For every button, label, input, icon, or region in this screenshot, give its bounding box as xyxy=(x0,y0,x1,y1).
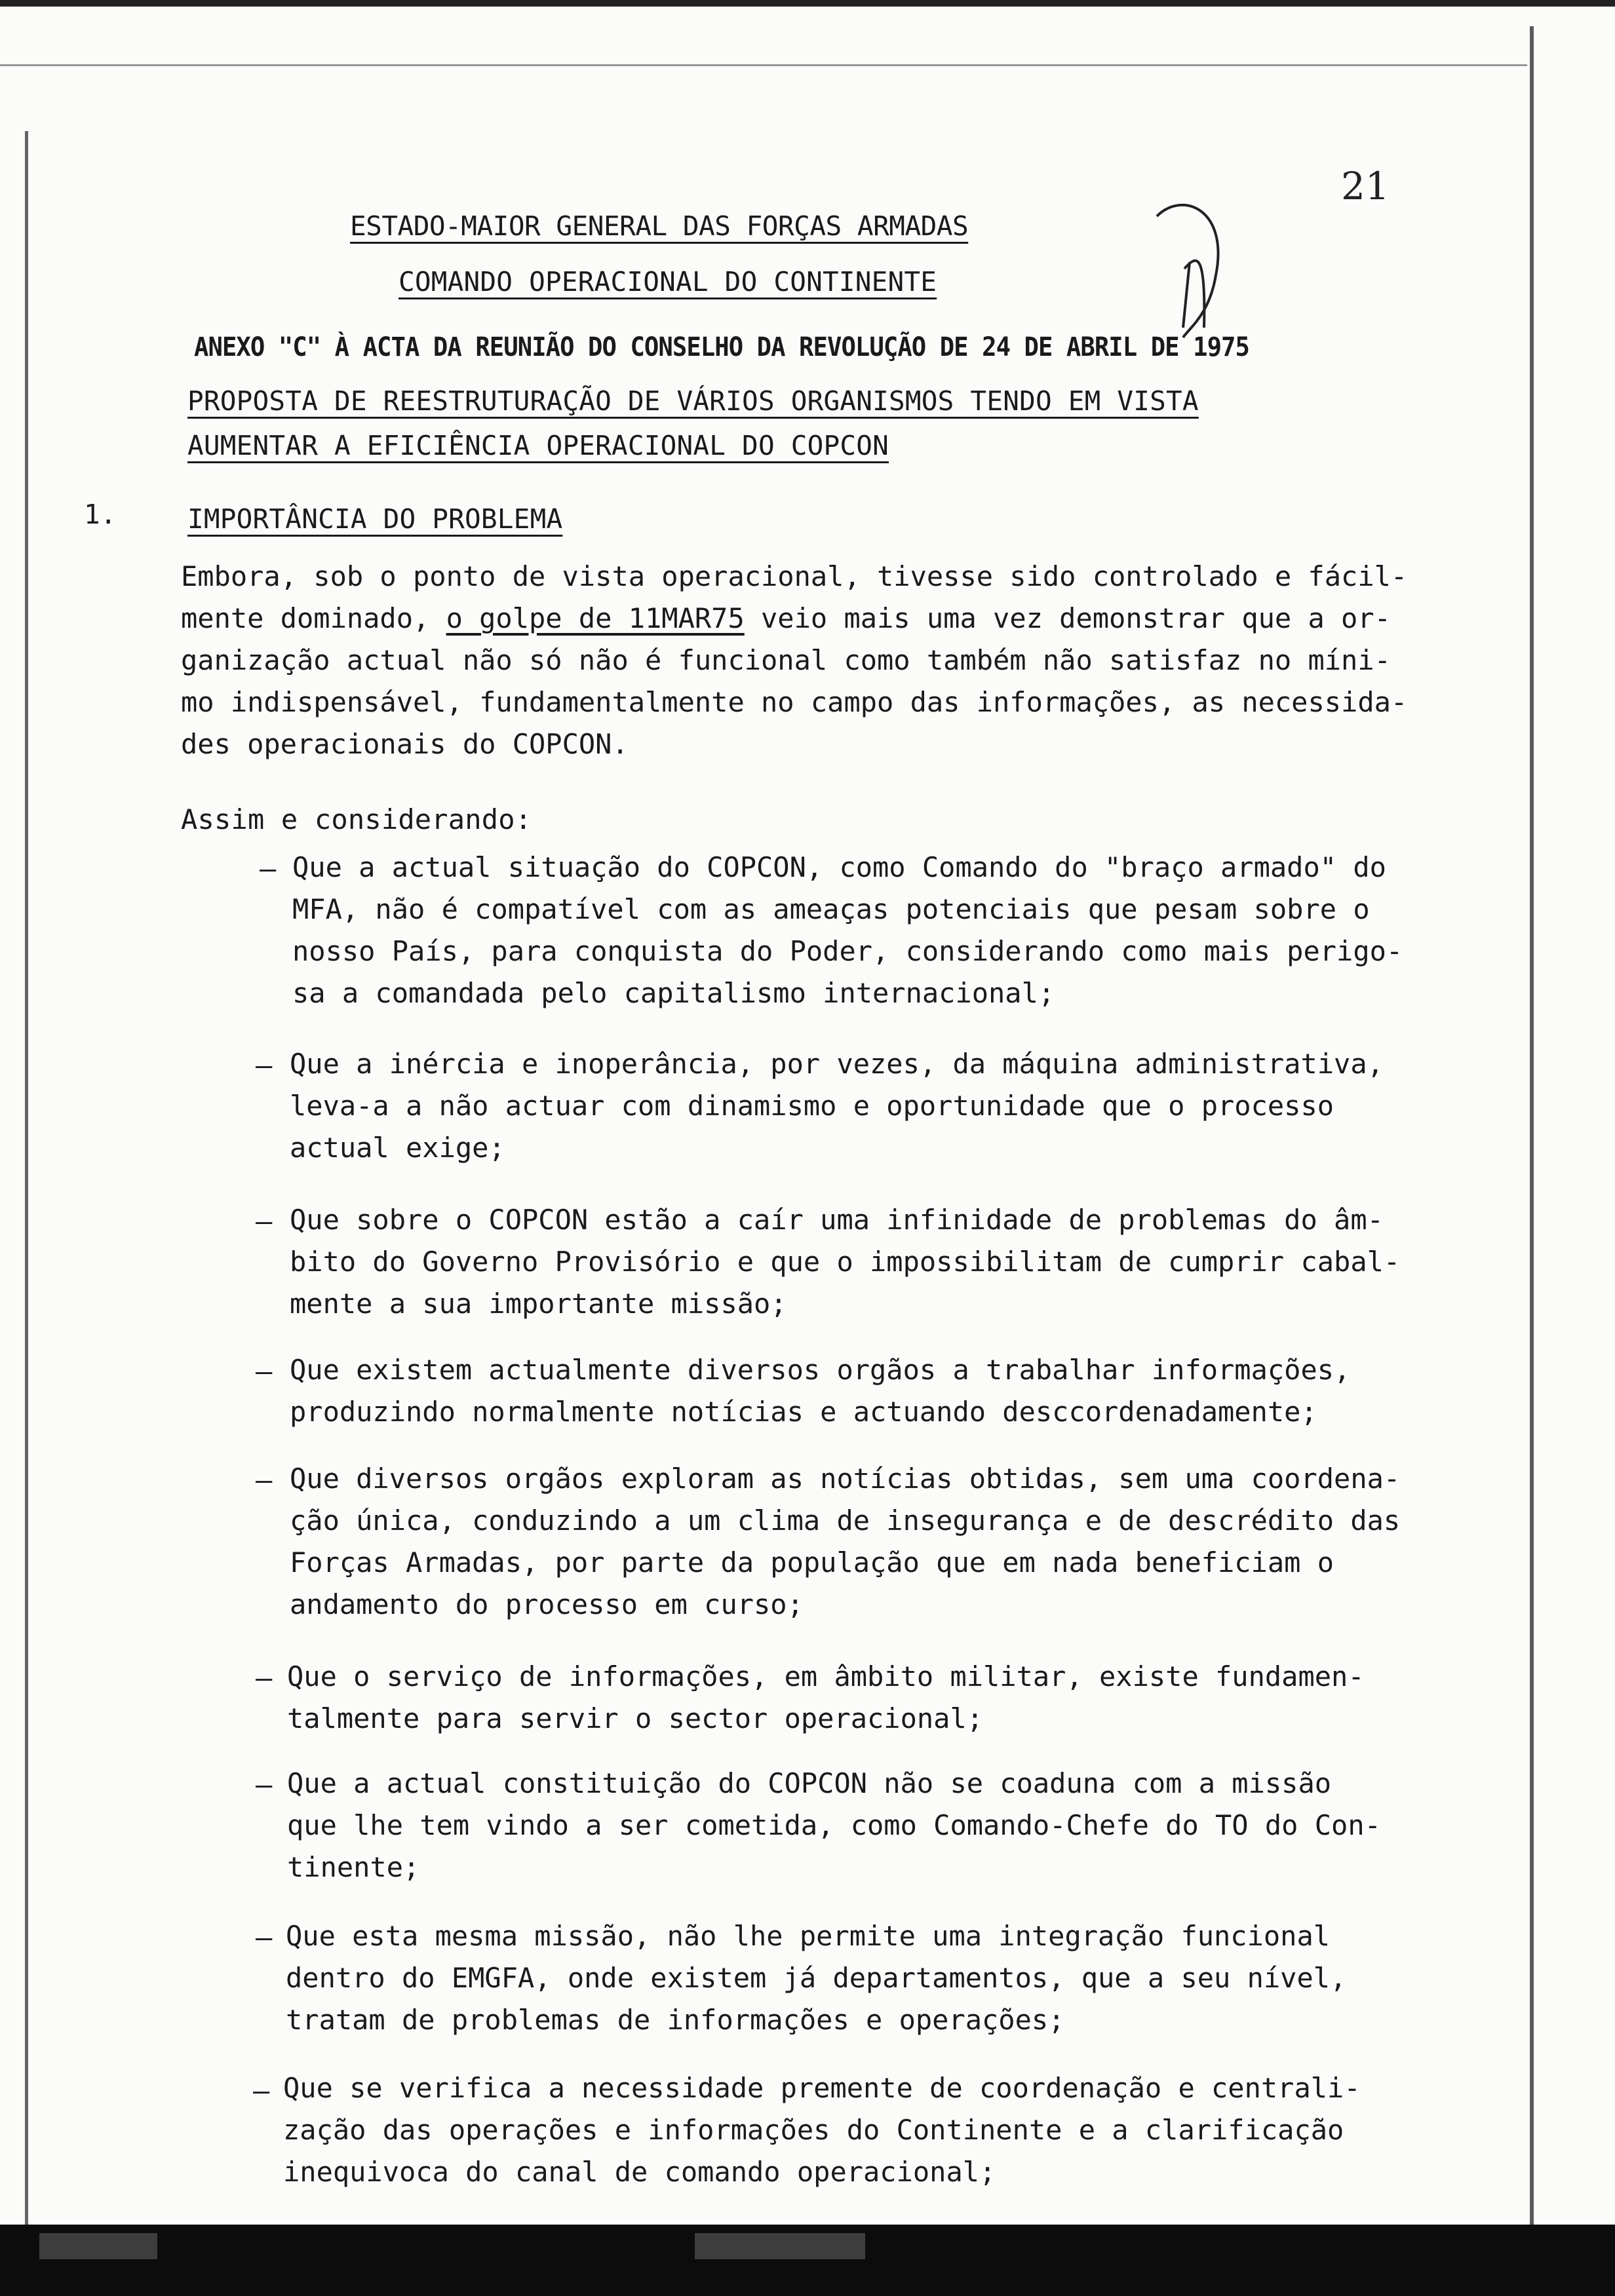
bullet-dash: – xyxy=(260,852,277,885)
annex-heading: ANEXO "C" À ACTA DA REUNIÃO DO CONSELHO DA REVOLUÇÃO DE 24 DE ABRIL DE 1975 xyxy=(194,332,1249,362)
list-item xyxy=(290,1043,1384,1169)
scan-line-top xyxy=(0,64,1527,66)
org-title-line2: COMANDO OPERACIONAL DO CONTINENTE xyxy=(399,266,937,297)
section-title: IMPORTÂNCIA DO PROBLEMA xyxy=(187,503,563,535)
list-item-line: Que a actual situação do COPCON, como Comando do "braço armado" do xyxy=(292,851,1386,883)
list-item-line: dentro do EMGFA, onde existem já departamentos, que a seu nível, xyxy=(286,1962,1347,1994)
scan-border-left xyxy=(25,131,28,2248)
list-item xyxy=(292,847,1403,1014)
list-item-line: Que diversos orgãos exploram as notícias obtidas, sem uma coordena- xyxy=(290,1463,1401,1495)
list-item xyxy=(283,2067,1361,2193)
list-item-line: Que a inércia e inoperância, por vezes, da máquina administrativa, xyxy=(290,1048,1384,1080)
paragraph-line: Embora, sob o ponto de vista operacional, tivesse sido controlado e fácil- xyxy=(181,560,1408,592)
list-item xyxy=(287,1763,1381,1888)
bullet-dash: – xyxy=(256,1355,273,1387)
list-item-line: Forças Armadas, por parte da população que em nada beneficiam o xyxy=(290,1546,1334,1578)
list-item-line: actual exige; xyxy=(290,1132,505,1164)
proposal-title-line1: PROPOSTA DE REESTRUTURAÇÃO DE VÁRIOS ORGANISMOS TENDO EM VISTA xyxy=(187,385,1199,417)
list-item-line: bito do Governo Provisório e que o impossibilitam de cumprir cabal- xyxy=(290,1246,1401,1278)
list-item-line: Que o serviço de informações, em âmbito militar, existe fundamen- xyxy=(287,1660,1365,1693)
page-number: 21 xyxy=(1341,164,1390,208)
list-item-line: mente a sua importante missão; xyxy=(290,1288,787,1320)
underlined-phrase: o golpe de 11MAR75 xyxy=(446,602,745,634)
list-item-line: tratam de problemas de informações e operações; xyxy=(286,2004,1065,2036)
list-item-line: que lhe tem vindo a ser cometida, como Comando-Chefe do TO do Con- xyxy=(287,1809,1381,1841)
list-item-line: andamento do processo em curso; xyxy=(290,1588,804,1620)
org-title-line1: ESTADO-MAIOR GENERAL DAS FORÇAS ARMADAS xyxy=(350,210,969,242)
paragraph-line: des operacionais do COPCON. xyxy=(181,728,629,760)
paragraph-line: ganização actual não só não é funcional como também não satisfaz no míni- xyxy=(181,644,1391,676)
list-item-line: Que se verifica a necessidade premente de coordenação e centrali- xyxy=(283,2072,1361,2104)
list-item-line: Que a actual constituição do COPCON não se coaduna com a missão xyxy=(287,1767,1332,1799)
bullet-dash: – xyxy=(256,1769,273,1801)
list-item-line: ção única, conduzindo a um clima de insegurança e de descrédito das xyxy=(290,1504,1401,1537)
list-item-line: nosso País, para conquista do Poder, considerando como mais perigo- xyxy=(292,935,1403,967)
list-item xyxy=(286,1915,1346,2041)
list-item-line: sa a comandada pelo capitalismo internacional; xyxy=(292,977,1055,1009)
bullet-dash: – xyxy=(256,1049,273,1081)
list-item xyxy=(290,1199,1400,1325)
list-item-line: produzindo normalmente notícias e actuando desccordenadamente; xyxy=(290,1396,1317,1428)
list-item xyxy=(290,1458,1400,1626)
paragraph-line: mente dominado, o golpe de 11MAR75 veio mais uma vez demonstrar que a or- xyxy=(181,602,1391,634)
bullet-dash: – xyxy=(256,1205,273,1237)
bullet-dash: – xyxy=(256,1921,273,1953)
list-item-line: Que existem actualmente diversos orgãos a trabalhar informações, xyxy=(290,1354,1351,1386)
assim-line: Assim e considerando: xyxy=(181,803,532,835)
list-item-line: MFA, não é compatível com as ameaças potenciais que pesam sobre o xyxy=(292,893,1370,925)
intro-paragraph xyxy=(181,556,1407,765)
scan-noise xyxy=(695,2233,865,2259)
list-item xyxy=(287,1656,1365,1740)
list-item xyxy=(290,1349,1350,1433)
list-item-line: leva-a a não actuar com dinamismo e oportunidade que o processo xyxy=(290,1090,1334,1122)
bullet-dash: – xyxy=(256,1662,273,1694)
handwritten-initials-mark xyxy=(1144,197,1242,347)
list-item-line: Que esta mesma missão, não lhe permite uma integração funcional xyxy=(286,1920,1331,1952)
scan-border-right xyxy=(1530,26,1534,2248)
list-item-line: talmente para servir o sector operacional; xyxy=(287,1702,984,1734)
bullet-dash: – xyxy=(256,1464,273,1496)
bullet-dash: – xyxy=(253,2075,270,2107)
scan-noise xyxy=(39,2233,157,2259)
list-item-line: Que sobre o COPCON estão a caír uma infinidade de problemas do âm- xyxy=(290,1204,1384,1236)
proposal-title-line2: AUMENTAR A EFICIÊNCIA OPERACIONAL DO COPCON xyxy=(187,430,889,461)
list-item-line: inequivoca do canal de comando operacional; xyxy=(283,2156,996,2188)
section-number: 1. xyxy=(84,499,117,530)
list-item-line: tinente; xyxy=(287,1851,420,1883)
scan-border-top xyxy=(0,0,1615,7)
list-item-line: zação das operações e informações do Continente e a clarificação xyxy=(283,2114,1344,2146)
paragraph-line: mo indispensável, fundamentalmente no campo das informações, as necessida- xyxy=(181,686,1408,718)
